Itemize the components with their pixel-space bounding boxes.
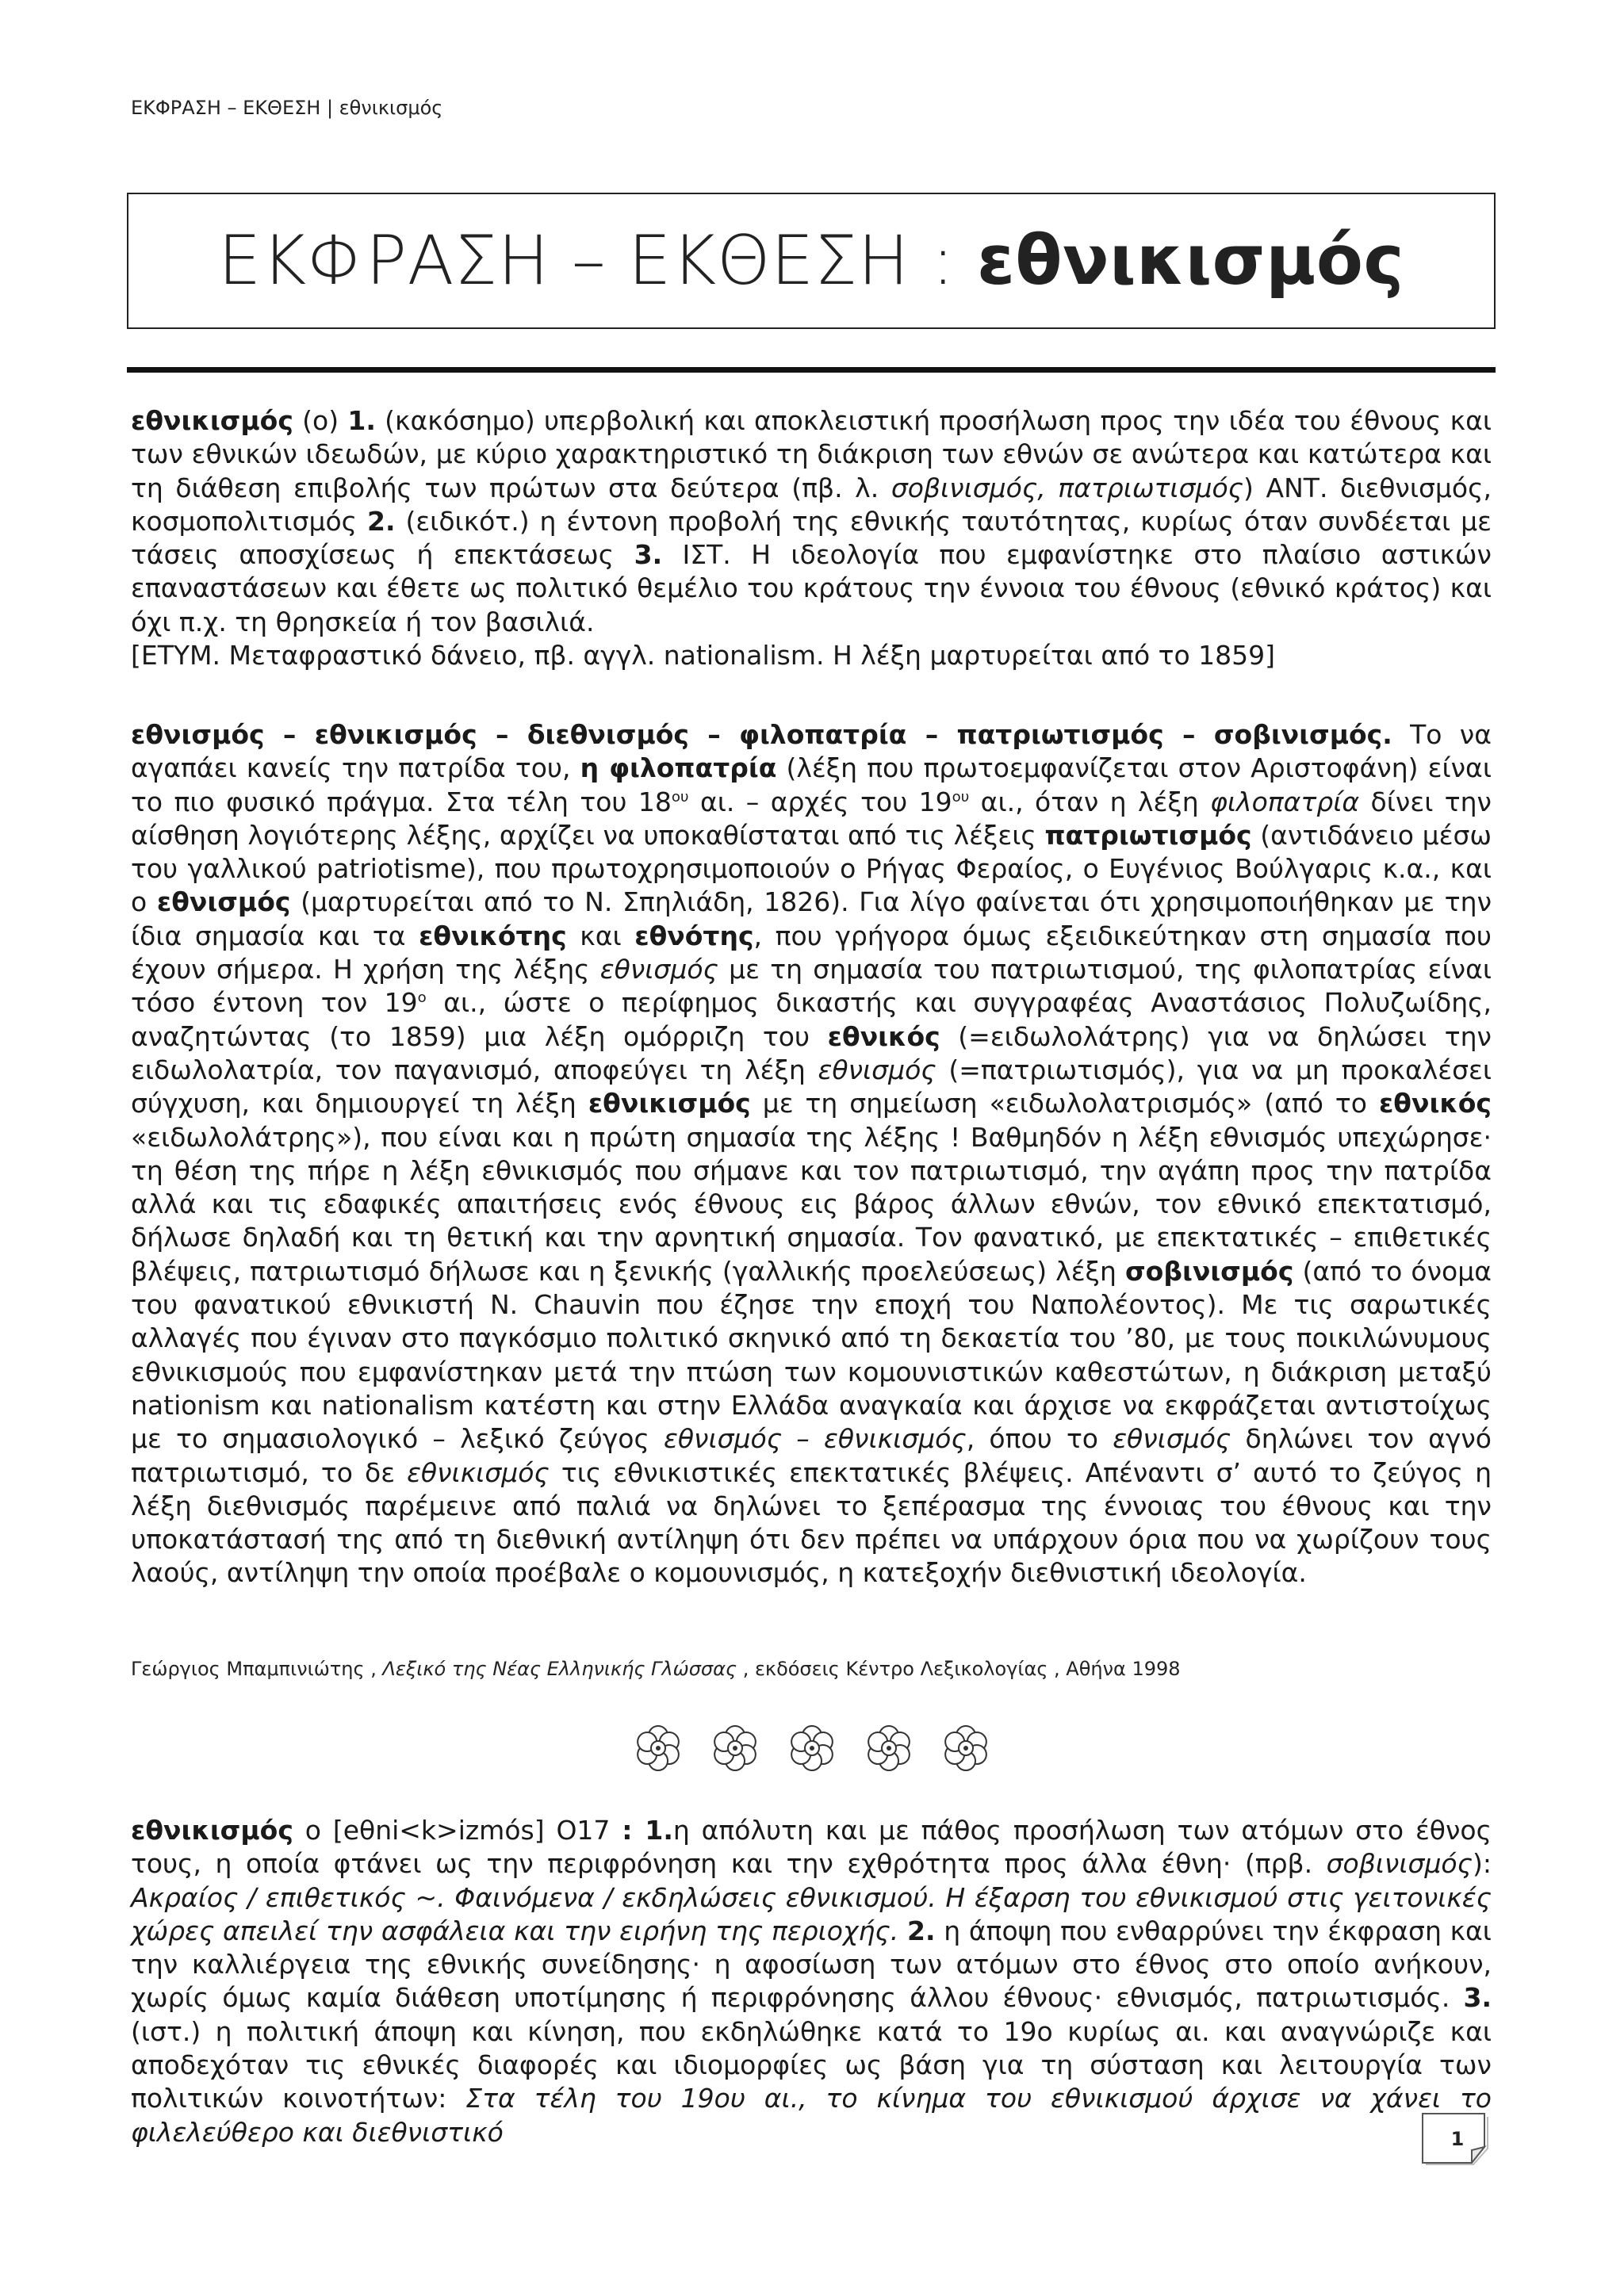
keyword-text: 2. bbox=[907, 1915, 936, 1946]
body-text: η απόλυτη και με πάθος προσήλωση των ατόμων στο έθνος τους, η οποία φτάνει ως την περιφρόνηση και την εχθρότητα προς άλλα έθνη· (πρβ. bbox=[131, 1815, 1492, 1880]
flower-ornament-icon bbox=[861, 1720, 917, 1776]
title-prefix: ΕΚΦΡΑΣΗ – ΕΚΘΕΣΗ : bbox=[218, 221, 978, 300]
page-number: 1 bbox=[1450, 2128, 1465, 2150]
italic-text: εθνισμός bbox=[599, 954, 718, 985]
keyword-text: η φιλοπατρία bbox=[580, 752, 777, 784]
title-keyword: εθνικισμός bbox=[977, 221, 1404, 300]
keyword-text: εθνισμός – εθνικισμός – διεθνισμός – φιλοπατρία – πατριωτισμός – σοβινισμός. bbox=[131, 719, 1392, 750]
italic-text: εθνικισμός bbox=[407, 1456, 550, 1488]
italic-text: σοβινισμός bbox=[1326, 1848, 1473, 1880]
body-text: (=πατριωτισμός), για να μη προκαλέσει σύγχυση, και δημιουργεί τη λέξη bbox=[131, 1054, 1492, 1119]
body-text: τις εθνικιστικές επεκτατικές βλέψεις. Απέναντι σ’ αυτό το ζεύγος η λέξη διεθνισμός παρέμεινε από παλιά να δηλώνει το ξεπέρασμα της έννοιας του έθνους και την υποκατάστασή της από τη διεθνική αντίληψη ότι δεν πρέπει να υπάρχουν όρια που να χωρίζουν τους λαούς, αντίληψη την οποία προέβαλε ο κομουνισμός, η κατεξοχήν διεθνιστική ιδεολογία. bbox=[131, 1456, 1492, 1589]
italic-text: εθνισμός bbox=[818, 1054, 936, 1085]
body-text: (ιστ.) η πολιτική άποψη και κίνηση, που εκδηλώθηκε κατά το 19ο κυρίως αι. και αναγνώριζε και αποδεχόταν τις εθνικές διαφορές και ιδιομορφίες ως βάση για τη σύσταση και λειτουργία των πολιτικών κοινοτήτων: bbox=[131, 2015, 1492, 2114]
body-text: (κακόσημο) υπερβολική και αποκλειστική προσήλωση προς την ιδέα του έθνους και των εθνικών ιδεωδών, με κύριο χαρακτηριστικό τη διάκριση των εθνών σε ανώτερα και κατώτερα και τη διάθεση επιβολής των πρώτων στα δεύτερα (πβ. λ. bbox=[131, 405, 1492, 503]
superscript-text: ο bbox=[417, 989, 427, 1007]
italic-text: εθνισμός bbox=[1113, 1423, 1231, 1455]
body-text: , που γρήγορα όμως εξειδικεύτηκαν στη σημασία που έχουν σήμερα. Η χρήση της λέξης bbox=[131, 920, 1492, 985]
italic-text: εθνισμός – εθνικισμός bbox=[664, 1423, 967, 1455]
body-text: (ειδικότ.) η έντονη προβολή της εθνικής ταυτότητας, κυρίως όταν συνδέεται με τάσεις αποσχίσεως ή επεκτάσεως bbox=[131, 505, 1492, 571]
body-text: (=ειδωλολάτρης) για να δηλώσει την ειδωλολατρία, τον παγανισμό, αποφεύγει τη λέξη bbox=[131, 1020, 1492, 1085]
superscript-text: ου bbox=[671, 788, 689, 806]
body-text: (λέξη που πρωτοεμφανίζεται στον Αριστοφάνη) είναι το πιο φυσικό πράγμα. Στα τέλη του 18 bbox=[131, 752, 1492, 817]
italic-text: Λεξικό της Νέας Ελληνικής Γλώσσας bbox=[382, 1658, 737, 1680]
body-text: η άποψη που ενθαρρύνει την έκφραση και την καλλιέργεια της εθνικής συνείδησης· η αφοσίωση των ατόμων στο έθνος στο οποίο ανήκουν, χωρίς όμως καμία διάθεση υποτίμησης ή περιφρόνησης άλλου έθνους· εθνισμός, πατριωτισμός. bbox=[131, 1915, 1492, 2014]
title-box bbox=[127, 193, 1496, 329]
body-text: και bbox=[566, 920, 635, 951]
keyword-text: εθνικός bbox=[1378, 1088, 1492, 1119]
keyword-text: εθνότης bbox=[634, 920, 754, 951]
body-text: Γεώργιος Μπαμπινιώτης , bbox=[131, 1658, 383, 1680]
body-text: ): bbox=[1473, 1848, 1492, 1880]
body-text: αι. – αρχές του 19 bbox=[688, 786, 952, 817]
keyword-text: εθνικισμός bbox=[131, 1815, 293, 1846]
body-text: ΙΣΤ. Η ιδεολογία που εμφανίστηκε στο πλαίσιο αστικών επαναστάσεων και έθετε ως πολιτικό θεμέλιο του κράτους την έννοια του έθνους (εθνικό κράτος) και όχι π.χ. τη θρησκεία ή τον βασιλιά. bbox=[131, 539, 1492, 637]
body-text: (ο) bbox=[293, 405, 348, 436]
keyword-text: 1. bbox=[347, 405, 376, 436]
dictionary-entry-triantafyllidis bbox=[131, 1814, 1492, 2149]
body-text: , εκδόσεις Κέντρο Λεξικολογίας , Αθήνα 1998 bbox=[737, 1658, 1181, 1680]
page-title bbox=[218, 221, 1404, 300]
body-text: (αντιδάνειο μέσω του γαλλικού patriotisme), που πρωτοχρησιμοποιούν ο Ρήγας Φεραίος, ο Ευγένιος Βούλγαρις κ.α., και ο bbox=[131, 819, 1492, 918]
body-text: [ΕΤΥΜ. Μεταφραστικό δάνειο, πβ. αγγλ. nationalism. Η λέξη μαρτυρείται από το 1859] bbox=[131, 640, 1276, 672]
italic-text: σοβινισμός, πατριωτισμός bbox=[891, 472, 1244, 503]
running-header: ΕΚΦΡΑΣΗ – ΕΚΘΕΣΗ | εθνικισμός bbox=[131, 97, 443, 119]
body-text: «ειδωλολάτρης»), που είναι και η πρώτη σημασία της λέξης ! Βαθμηδόν η λέξη εθνισμός υπεχώρησε· τη θέση της πήρε η λέξη εθνικισμός που σήμανε και τον πατριωτισμό, την αγάπη προς την πατρίδα αλλά και τις εδαφικές απαιτήσεις ενός έθνους εις βάρος άλλων εθνών, τον εθνικό επεκτατισμό, δήλωσε δηλαδή και τη θετική και την αρνητική σημασία. Τον φανατικό, με επεκτατικές – επιθετικές βλέψεις, πατριωτισμό δήλωσε και η ξενικής (γαλλικής προελεύσεως) λέξη bbox=[131, 1121, 1492, 1287]
body-text: (από το όνομα του φανατικού εθνικιστή N. Chauvin που έζησε την εποχή του Ναπολέοντος). Με τις σαρωτικές αλλαγές που έγιναν στο παγκόσμιο πολιτικό σκηνικό από τη δεκαετία του ’80, με τους ποικιλώνυμους εθνικισμούς που εμφανίστηκαν μετά την πτώση των κομουνιστικών καθεστώτων, η διάκριση μεταξύ nationism και nationalism κατέστη και στην Ελλάδα αναγκαία και άρχισε να εκφράζεται αντιστοίχως με το σημασιολογικό – λεξικό ζεύγος bbox=[131, 1255, 1492, 1455]
keyword-text: 3. bbox=[634, 539, 663, 571]
keyword-text: 2. bbox=[366, 505, 396, 537]
superscript-text: ου bbox=[952, 788, 970, 806]
body-text: με τη σημασία του πατριωτισμού, της φιλοπατρίας είναι τόσο έντονη τον 19 bbox=[131, 954, 1492, 1019]
keyword-text: σοβινισμός bbox=[1124, 1255, 1294, 1287]
flower-ornament-icon bbox=[630, 1720, 686, 1776]
italic-text: φιλοπατρία bbox=[1210, 786, 1360, 817]
ornament-divider bbox=[0, 1720, 1624, 1776]
keyword-text: : 1. bbox=[622, 1815, 673, 1846]
page-number-badge bbox=[1419, 2110, 1496, 2168]
keyword-text: εθνικότης bbox=[419, 920, 567, 951]
usage-note-paragraph bbox=[131, 718, 1492, 1590]
flower-ornament-icon bbox=[707, 1720, 763, 1776]
title-rule bbox=[127, 367, 1496, 373]
body-text: ) ΑΝΤ. διεθνισμός, κοσμοπολιτισμός bbox=[131, 472, 1492, 537]
body-text: , όπου το bbox=[966, 1423, 1113, 1455]
body-text: ο [eθni<k>izmós] Ο17 bbox=[293, 1815, 622, 1846]
keyword-text: πατριωτισμός bbox=[1044, 819, 1252, 851]
keyword-text: εθνικισμός bbox=[131, 405, 293, 436]
keyword-text: εθνικός bbox=[827, 1020, 940, 1052]
italic-text: Στα τέλη του 19ου αι., το κίνημα του εθνικισμού άρχισε να χάνει το φιλελεύθερο και διεθνιστικό bbox=[131, 2083, 1492, 2148]
body-text: με τη σημείωση «ειδωλολατρισμός» (από το bbox=[750, 1088, 1379, 1119]
body-text: δίνει την αίσθηση λογιότερης λέξης, αρχίζει να υποκαθίσταται από τις λέξεις bbox=[131, 786, 1492, 851]
body-text: (μαρτυρείται από το Ν. Σπηλιάδη, 1826). Για λίγο φαίνεται ότι χρησιμοποιήθηκαν με την ίδια σημασία και τα bbox=[131, 886, 1492, 951]
keyword-text: εθνισμός bbox=[156, 886, 291, 918]
flower-ornament-icon bbox=[938, 1720, 994, 1776]
source-citation bbox=[131, 1658, 1181, 1680]
keyword-text: 3. bbox=[1463, 1982, 1492, 2014]
italic-text: Ακραίος / επιθετικός ~. Φαινόμενα / εκδηλώσεις εθνικισμού. Η έξαρση του εθνικισμού στις γειτονικές χώρες απειλεί την ασφάλεια και την ειρήνη της περιοχής. bbox=[131, 1881, 1492, 1946]
keyword-text: εθνικισμός bbox=[588, 1088, 751, 1119]
flower-ornament-icon bbox=[784, 1720, 840, 1776]
body-text: Το να αγαπάει κανείς την πατρίδα του, bbox=[131, 719, 1492, 784]
body-text: αι., ώστε ο περίφημος δικαστής και συγγραφέας Αναστάσιος Πολυζωίδης, αναζητώντας (το 1859) μια λέξη ομόρριζη του bbox=[131, 987, 1492, 1052]
body-text: δηλώνει τον αγνό πατριωτισμό, το δε bbox=[131, 1423, 1492, 1488]
body-text bbox=[898, 1915, 907, 1946]
dictionary-entry-babiniotis bbox=[131, 404, 1492, 672]
body-text: αι., όταν η λέξη bbox=[969, 786, 1211, 817]
